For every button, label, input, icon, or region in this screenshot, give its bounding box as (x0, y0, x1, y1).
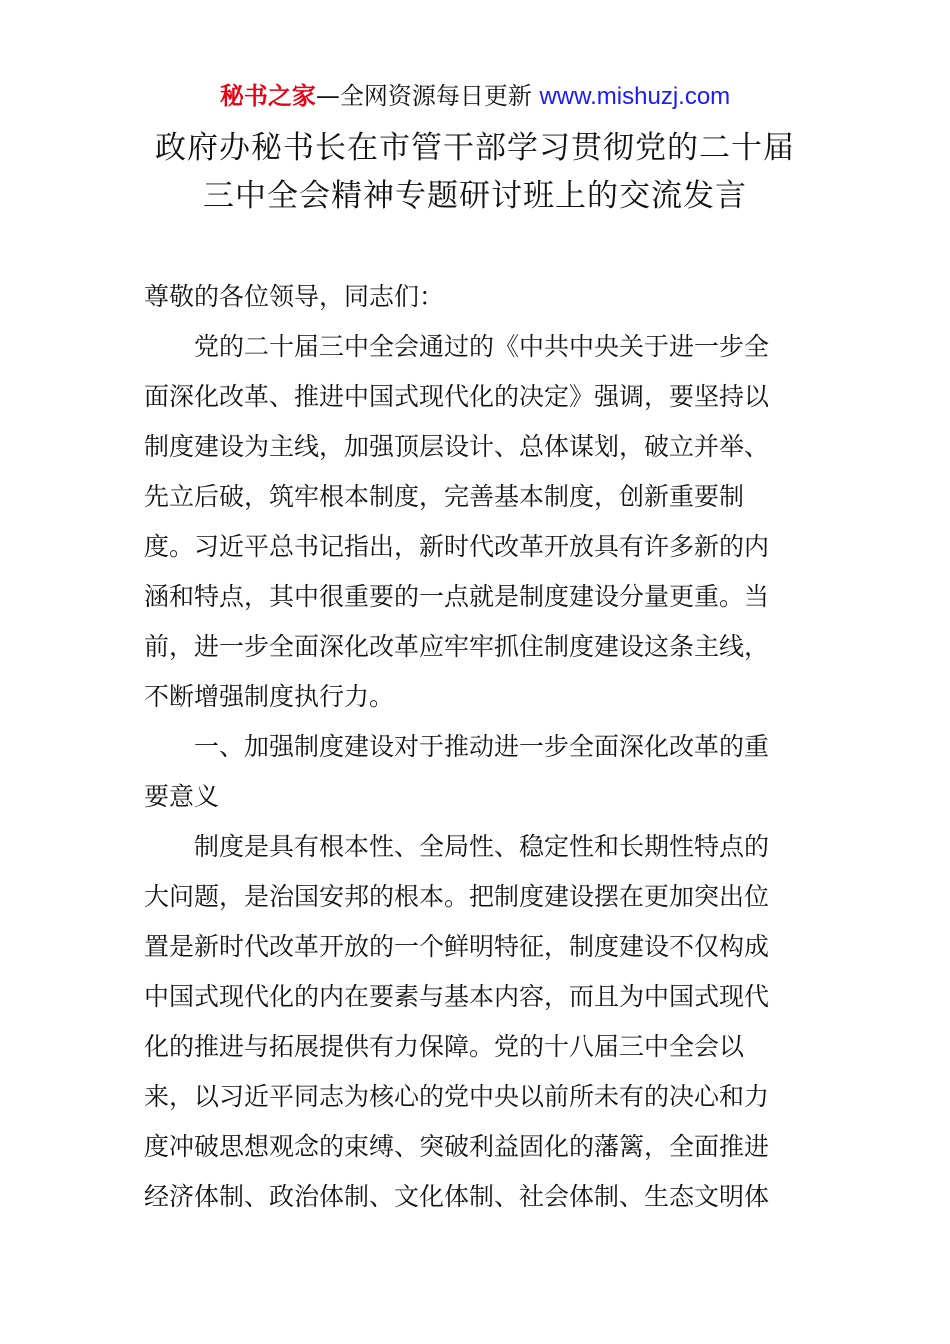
paragraph-line: 度冲破思想观念的束缚、突破利益固化的藩篱，全面推进 (144, 1132, 770, 1161)
document-body (144, 272, 806, 1222)
site-url-link[interactable]: www.mishuzj.com (539, 83, 731, 110)
paragraph-line: 置是新时代改革开放的一个鲜明特征，制度建设不仅构成 (144, 932, 770, 961)
title-line-2: 三中全会精神专题研讨班上的交流发言 (203, 178, 747, 214)
paragraph-line: 制度是具有根本性、全局性、稳定性和长期性特点的 (194, 832, 770, 861)
salutation: 尊敬的各位领导，同志们： (144, 282, 445, 311)
brand-name: 秘书之家 (219, 82, 316, 110)
paragraph-line: 前，进一步全面深化改革应牢牢抓住制度建设这条主线， (144, 632, 770, 661)
header-tagline: —全网资源每日更新 (315, 82, 540, 110)
paragraph-line: 党的二十届三中全会通过的《中共中央关于进一步全 (194, 332, 770, 361)
document-title (0, 124, 950, 220)
site-header (0, 79, 950, 114)
paragraph-line: 中国式现代化的内在要素与基本内容，而且为中国式现代 (144, 982, 770, 1011)
paragraph-line: 制度建设为主线，加强顶层设计、总体谋划，破立并举、 (144, 432, 770, 461)
paragraph-line: 先立后破，筑牢根本制度，完善基本制度，创新重要制 (144, 482, 745, 511)
paragraph-line: 化的推进与拓展提供有力保障。党的十八届三中全会以 (144, 1032, 745, 1061)
title-line-1: 政府办秘书长在市管干部学习贯彻党的二十届 (155, 130, 795, 166)
paragraph-line: 来，以习近平同志为核心的党中央以前所未有的决心和力 (144, 1082, 770, 1111)
paragraph-line: 面深化改革、推进中国式现代化的决定》强调，要坚持以 (144, 382, 770, 411)
paragraph-line: 度。习近平总书记指出，新时代改革开放具有许多新的内 (144, 532, 770, 561)
section-heading-line: 要意义 (144, 782, 220, 811)
paragraph-line: 涵和特点，其中很重要的一点就是制度建设分量更重。当 (144, 582, 770, 611)
paragraph-line: 大问题，是治国安邦的根本。把制度建设摆在更加突出位 (144, 882, 770, 911)
section-heading-line: 一、加强制度建设对于推动进一步全面深化改革的重 (194, 732, 770, 761)
paragraph-line: 不断增强制度执行力。 (144, 682, 395, 711)
paragraph-line: 经济体制、政治体制、文化体制、社会体制、生态文明体 (144, 1182, 770, 1211)
